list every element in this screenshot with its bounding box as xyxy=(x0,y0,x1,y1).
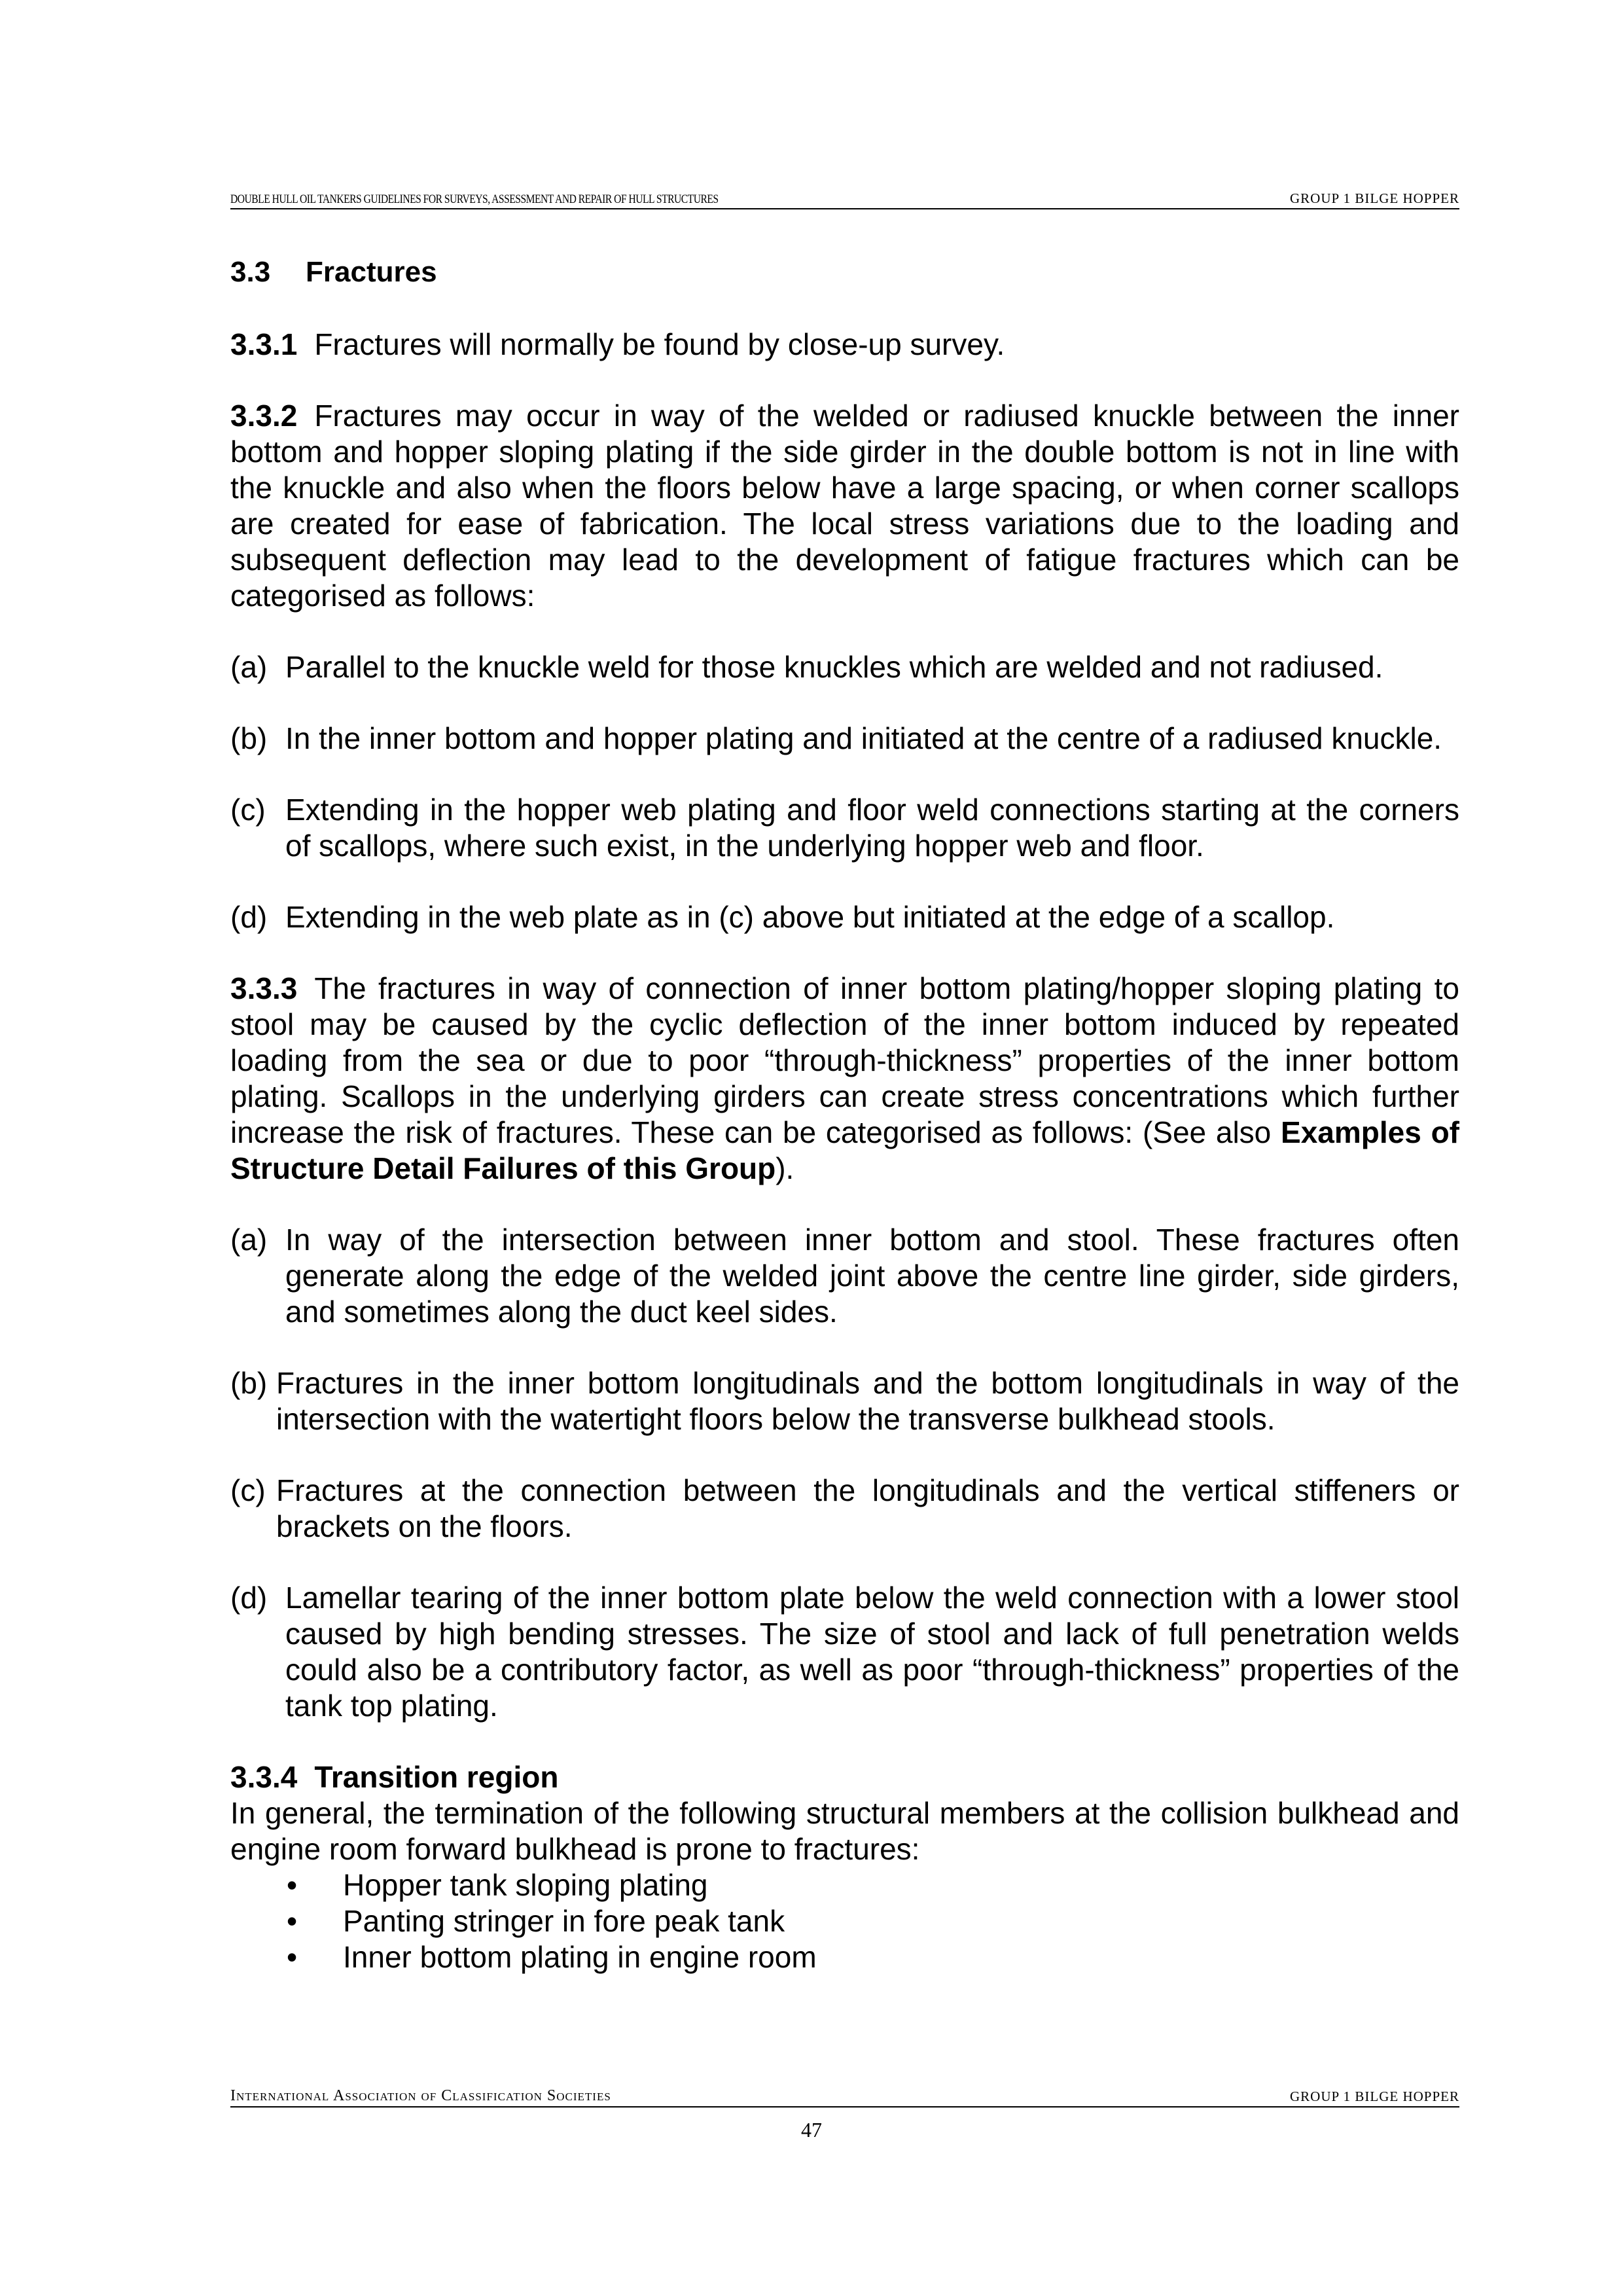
list-item-text: Fractures in the inner bottom longitudinals and the bottom longitudinals in way of the intersection with the watertight floors below the transverse bulkhead stools. xyxy=(276,1366,1459,1436)
list-item-label: (c) xyxy=(230,793,266,827)
document-body xyxy=(230,254,1459,1975)
page-footer xyxy=(230,2087,1459,2108)
list-item-3-3-2-d xyxy=(230,899,1459,935)
footer-organization: International Association of Classification Societies xyxy=(230,2087,611,2104)
list-item-3-3-3-a xyxy=(230,1222,1459,1330)
list-item xyxy=(230,1867,1459,1903)
paragraph-number: 3.3.1 xyxy=(230,327,298,361)
bullet-icon: • xyxy=(287,1940,298,1974)
subsection-title: Transition region xyxy=(314,1760,559,1794)
bullet-icon: • xyxy=(287,1868,298,1902)
list-item-label: (a) xyxy=(230,1223,268,1257)
list-item-3-3-3-c xyxy=(230,1473,1459,1545)
paragraph-3-3-3 xyxy=(230,971,1459,1187)
list-item-text: Fractures at the connection between the longitudinals and the vertical stiffeners or brackets on the floors. xyxy=(276,1473,1459,1543)
section-number: 3.3 xyxy=(230,256,271,288)
list-item-3-3-2-a xyxy=(230,649,1459,685)
list-item-label: (d) xyxy=(230,1581,268,1615)
list-item-label: (b) xyxy=(230,721,268,755)
list-item-text: Parallel to the knuckle weld for those knuckles which are welded and not radiused. xyxy=(285,650,1383,684)
footer-group-label: GROUP 1 BILGE HOPPER xyxy=(1290,2089,1459,2104)
list-item xyxy=(230,1939,1459,1975)
paragraph-3-3-4 xyxy=(230,1759,1459,1975)
list-item-text: Extending in the web plate as in (c) above but initiated at the edge of a scallop. xyxy=(285,900,1335,934)
paragraph-text: Fractures will normally be found by close-up survey. xyxy=(314,327,1005,361)
paragraph-number: 3.3.4 xyxy=(230,1760,298,1794)
paragraph-text: In general, the termination of the following structural members at the collision bulkhead and engine room forward bulkhead is prone to fractures: xyxy=(230,1796,1459,1866)
subsection-heading xyxy=(230,1759,1459,1795)
paragraph-text: The fractures in way of connection of inner bottom plating/hopper sloping plating to stool may be caused by the cyclic deflection of the inner bottom induced by repeated loading from the sea or due to poor “through-thickness” properties of the inner bottom plating. Scallops in the underlying girders can create stress concentrations which further increase the risk of fractures. These can be categorised as follows: (See also xyxy=(230,971,1459,1149)
bullet-list xyxy=(230,1867,1459,1975)
paragraph-number: 3.3.3 xyxy=(230,971,298,1005)
list-item-text: Lamellar tearing of the inner bottom plate below the weld connection with a lower stool caused by high bending stresses. The size of stool and lack of full penetration welds could also be a contributory factor, as well as poor “through-thickness” properties of the tank top plating. xyxy=(285,1581,1459,1723)
bullet-icon: • xyxy=(287,1904,298,1938)
list-item-text: Extending in the hopper web plating and floor weld connections starting at the corners of scallops, where such exist, in the underlying hopper web and floor. xyxy=(285,793,1459,863)
paragraph-3-3-1 xyxy=(230,327,1459,363)
paragraph-text: Fractures may occur in way of the welded or radiused knuckle between the inner bottom and hopper sloping plating if the side girder in the double bottom is not in line with the knuckle and also when the floors below have a large spacing, or when corner scallops are created for ease of fabrication. The local stress variations due to the loading and subsequent deflection may lead to the development of fatigue fractures which can be categorised as follows: xyxy=(230,399,1459,613)
list-item-text: In the inner bottom and hopper plating and initiated at the centre of a radiused knuckle. xyxy=(285,721,1442,755)
list-item-label: (b) xyxy=(230,1366,268,1400)
section-heading xyxy=(230,254,1459,290)
list-item-label: (a) xyxy=(230,650,268,684)
list-item-3-3-2-b xyxy=(230,721,1459,757)
page-header xyxy=(230,190,1459,209)
paragraph-tail: ). xyxy=(776,1151,794,1185)
section-title: Fractures xyxy=(306,256,437,288)
paragraph-3-3-2 xyxy=(230,398,1459,614)
list-item-label: (d) xyxy=(230,900,268,934)
list-item-3-3-3-b xyxy=(230,1365,1459,1437)
paragraph-number: 3.3.2 xyxy=(230,399,298,433)
list-item-3-3-3-d xyxy=(230,1580,1459,1724)
page-number: 47 xyxy=(801,2118,822,2142)
list-item-3-3-2-c xyxy=(230,792,1459,864)
header-group-label: GROUP 1 BILGE HOPPER xyxy=(1290,190,1459,206)
list-item-text: Panting stringer in fore peak tank xyxy=(343,1904,785,1938)
list-item-text: Hopper tank sloping plating xyxy=(343,1868,708,1902)
cross-reference: Examples of Structure Detail Failures of this Group xyxy=(230,1115,1459,1185)
header-document-title: DOUBLE HULL OIL TANKERS GUIDELINES FOR SURVEYS, ASSESSMENT AND REPAIR OF HULL STRUCTURES xyxy=(230,192,719,206)
list-item-text: Inner bottom plating in engine room xyxy=(343,1940,817,1974)
list-item xyxy=(230,1903,1459,1939)
list-item-text: In way of the intersection between inner bottom and stool. These fractures often generate along the edge of the welded joint above the centre line girder, side girders, and sometimes along the duct keel sides. xyxy=(285,1223,1459,1329)
list-item-label: (c) xyxy=(230,1473,266,1507)
